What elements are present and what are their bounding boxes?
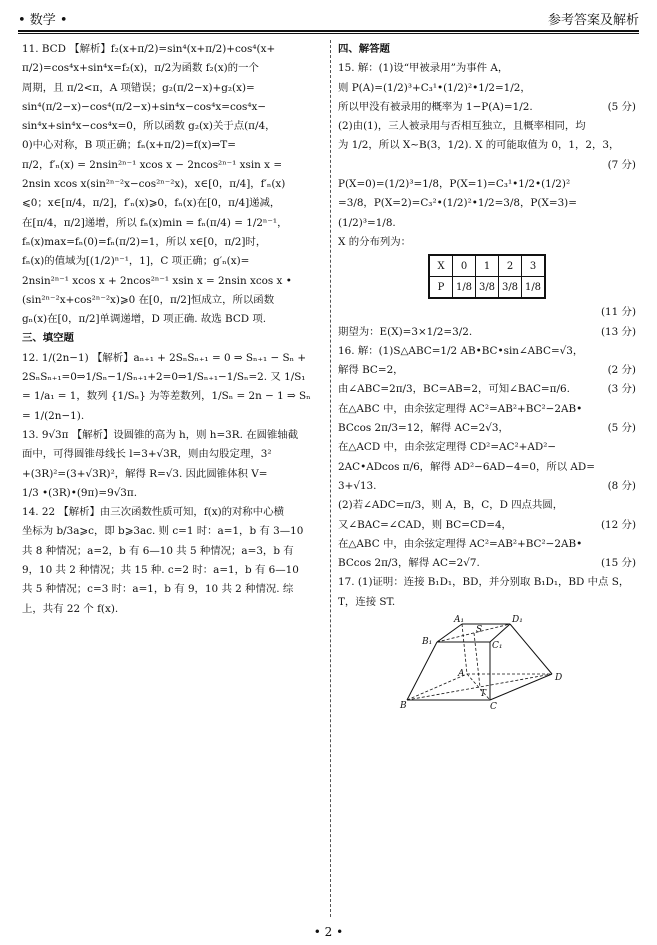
line-text: 解得 BC=2， — [338, 364, 404, 377]
left-text-line: 14. 22 【解析】由三次函数性质可知，f(x)的对称中心横 — [22, 506, 284, 519]
left-text-line: (sin²ⁿ⁻²x+cos²ⁿ⁻²x)⩾0 在[0，π/2]恒成立，所以函数 — [22, 293, 275, 306]
right-text-line — [338, 535, 636, 554]
score-points: (5 分) — [607, 422, 636, 435]
label-d: D — [555, 673, 563, 684]
label-b1: B₁ — [422, 637, 433, 648]
line-text: P(X=0)=(1/2)³=1/8，P(X=1)=C₃¹•1/2•(1/2)² — [338, 178, 571, 191]
dist-cell: 3/8 — [499, 277, 522, 299]
right-text-line — [338, 156, 636, 175]
line-text: =3/8，P(X=2)=C₃²•(1/2)²•1/2=3/8，P(X=3)= — [338, 197, 577, 210]
line-text: 为 1/2，所以 X∼B(3，1/2). X 的可能取值为 0，1，2，3， — [338, 139, 620, 152]
left-text-line: fₙ(x)max=fₙ(0)=fₙ(π/2)=1，所以 x∈[0，π/2]时， — [22, 235, 267, 248]
dist-cell: 3/8 — [476, 277, 499, 299]
left-text-line: 1/3 •(3R)•(9π)=9√3π. — [22, 486, 138, 499]
diag-b1d1 — [437, 624, 510, 642]
score-points: (11 分) — [600, 306, 636, 319]
left-text-line: 上，共有 22 个 f(x). — [22, 602, 119, 615]
left-text-line: 13. 9√3π 【解析】设圆锥的高为 h，则 h=3R. 在圆锥轴截 — [22, 428, 299, 441]
header-rule-thin — [18, 33, 639, 34]
label-a: A — [458, 669, 465, 680]
left-text-line: ⩽0；x∈[π/4，π/2]，f′ₙ(x)⩾0，fₙ(x)在[0，π/4]递减， — [22, 197, 281, 210]
score-points: (3 分) — [607, 383, 636, 396]
line-text: 期望为：E(X)=3×1/2=3/2. — [338, 325, 473, 338]
right-text-line — [338, 554, 636, 573]
dist-cell: 0 — [453, 255, 476, 277]
score-points: (12 分) — [600, 518, 636, 531]
line-text: 由∠ABC=2π/3，BC=AB=2，可知∠BAC=π/6. — [338, 383, 570, 396]
score-points: (15 分) — [600, 557, 636, 570]
dist-cell: 1/8 — [453, 277, 476, 299]
frustum-figure — [392, 614, 582, 710]
left-text-line: 共 8 种情况；a=2，b 有 6—10 共 5 种情况；a=3，b 有 — [22, 544, 294, 557]
right-text-line — [338, 175, 636, 194]
left-text-line: +(3R)²=(3+√3R)²，解得 R=√3. 因此圆锥体积 V= — [22, 467, 268, 480]
left-text-line: 面中，可得圆锥母线长 l=3+√3R，则由勾股定理，3² — [22, 448, 272, 461]
line-text: 2AC•ADcos π/6，解得 AD²−6AD−4=0，所以 AD= — [338, 460, 595, 473]
right-text-line — [338, 516, 636, 535]
column-divider — [330, 40, 331, 917]
right-block-15 — [338, 40, 636, 252]
dist-cell: P — [429, 277, 453, 299]
left-text-line: π/2)=cos⁴x+sin⁴x=f₂(x)，π/2为函数 f₂(x)的一个 — [22, 62, 259, 75]
right-text-line — [338, 573, 636, 592]
page-header — [18, 6, 639, 28]
score-points: (13 分) — [600, 325, 636, 338]
label-t: T — [480, 689, 487, 700]
edge-a1a — [462, 624, 467, 674]
right-column — [338, 40, 636, 710]
line-text: 则 P(A)=(1/2)³+C₃¹•(1/2)²•1/2=1/2， — [338, 81, 531, 94]
right-text-line — [338, 98, 636, 117]
left-text-line: 12. 1/(2n−1) 【解析】aₙ₊₁ + 2SₙSₙ₊₁ = 0 ⇒ Sₙ₊₁ − Sₙ + — [22, 351, 307, 364]
left-text-line: 0)中心对称，B 项正确；fₙ(x+π/2)=f(x)⇒T= — [22, 139, 236, 152]
left-text-line: 在[π/4，π/2]递增，所以 fₙ(x)min = fₙ(π/4) = 1/2ⁿ⁻¹， — [22, 216, 288, 229]
right-text-line — [338, 194, 636, 213]
left-text-line: 2nsin xcos x(sin²ⁿ⁻²x−cos²ⁿ⁻²x)，x∈[0，π/4]，f′ₙ(x) — [22, 178, 286, 191]
line-text: BCcos 2π/3，解得 AC=2√7. — [338, 557, 480, 570]
right-text-line — [338, 214, 636, 233]
header-rule — [18, 30, 639, 32]
right-text-line — [338, 79, 636, 98]
dist-cell: X — [429, 255, 453, 277]
right-text-line — [338, 593, 636, 612]
right-text-line — [338, 458, 636, 477]
line-text: 15. 解：(1)设“甲被录用”为事件 A， — [338, 62, 509, 75]
edge-d1c1 — [490, 624, 510, 642]
segment-st — [474, 633, 480, 687]
score-points: (5 分) — [607, 100, 636, 113]
left-text-line: fₙ(x)的值域为[(1/2)ⁿ⁻¹，1]，C 项正确；g′ₙ(x)= — [22, 255, 250, 268]
line-text: 17. (1)证明：连接 B₁D₁，BD，并分别取 B₁D₁，BD 中点 S， — [338, 576, 630, 589]
dist-cell: 2 — [499, 255, 522, 277]
line-text: 3+√13. — [338, 479, 377, 492]
right-text-line — [338, 233, 636, 252]
label-a1: A₁ — [454, 615, 465, 626]
right-text-line — [338, 380, 636, 399]
right-text-line — [338, 136, 636, 155]
line-text: (2)由(1)，三人被录用与否相互独立，且概率相同，均 — [338, 120, 586, 133]
left-text-line: 2SₙSₙ₊₁=0⇒1/Sₙ−1/Sₙ₊₁+2=0⇒1/Sₙ₊₁−1/Sₙ=2. 又 1/S₁ — [22, 371, 306, 384]
label-s: S — [476, 625, 483, 636]
right-text-line — [338, 419, 636, 438]
dist-row-x — [429, 255, 545, 277]
line-text: 四、解答题 — [338, 43, 390, 55]
line-text: 在△ABC 中，由余弦定理得 AC²=AB²+BC²−2AB• — [338, 537, 583, 550]
label-b: B — [400, 701, 407, 711]
right-text-line — [338, 342, 636, 361]
line-text: 在△ACD 中，由余弦定理得 CD²=AC²+AD²− — [338, 441, 557, 454]
left-text-line: sin⁴x+sin⁴x−cos⁴x=0，所以函数 g₂(x)关于点(π/4， — [22, 120, 276, 133]
left-text-line: gₙ(x)在[0，π/2]单调递增，D 项正确. 故选 BCD 项. — [22, 313, 267, 326]
left-text-line: 2nsin²ⁿ⁻¹ xcos x + 2ncos²ⁿ⁻¹ xsin x = 2nsin xcos x • — [22, 274, 292, 287]
left-text-line: 周期，且 π/2<π，A 项错误；g₂(π/2−x)+g₂(x)= — [22, 81, 255, 94]
edge-d1d — [510, 624, 552, 674]
score-points: (7 分) — [607, 158, 636, 171]
dist-cell: 1/8 — [522, 277, 546, 299]
left-text-line: = 1/a₁ = 1，数列 {1/Sₙ} 为等差数列，1/Sₙ = 2n − 1 ⇒ Sₙ — [22, 390, 311, 403]
right-text-line — [338, 323, 636, 342]
score-points: (8 分) — [607, 479, 636, 492]
diag-ac — [467, 674, 490, 700]
page-number: • 2 • — [313, 925, 344, 939]
dist-cell: 3 — [522, 255, 546, 277]
left-text-line: sin⁴(π/2−x)−cos⁴(π/2−x)+sin⁴x−cos⁴x=cos⁴x− — [22, 100, 267, 113]
distribution-table-wrap — [338, 254, 636, 299]
header-subject: • 数学 • — [18, 13, 68, 28]
line-text: BCcos 2π/3=12，解得 AC=2√3， — [338, 422, 509, 435]
distribution-table — [428, 254, 546, 299]
left-column — [22, 40, 322, 619]
right-text-line — [338, 40, 636, 59]
label-c: C — [490, 702, 497, 711]
label-d1: D₁ — [512, 615, 523, 626]
right-text-line — [338, 400, 636, 419]
line-text: 又∠BAC=∠CAD，则 BC=CD=4， — [338, 518, 512, 531]
header-title: 参考答案及解析 — [547, 13, 639, 28]
score-points: (2 分) — [607, 364, 636, 377]
left-text-line: 共 5 种情况；c=3 时：a=1，b 有 9，10 共 2 种情况. 综 — [22, 583, 294, 596]
label-c1: C₁ — [492, 641, 503, 652]
right-text-line — [338, 117, 636, 136]
right-text-line — [338, 438, 636, 457]
dist-cell: 1 — [476, 255, 499, 277]
right-text-line — [338, 496, 636, 515]
line-text: X 的分布列为： — [338, 235, 412, 248]
right-block-16 — [338, 303, 636, 612]
right-text-line — [338, 59, 636, 78]
edge-b1b — [407, 642, 437, 700]
left-text-line: π/2，f′ₙ(x) = 2nsin²ⁿ⁻¹ xcos x − 2ncos²ⁿ⁻¹ xsin x = — [22, 158, 283, 171]
dist-row-p — [429, 277, 545, 299]
line-text: (2)若∠ADC=π/3，则 A，B，C，D 四点共圆， — [338, 499, 564, 512]
edge-cd — [490, 674, 552, 700]
left-text-line: 三、填空题 — [22, 332, 74, 345]
line-text: 所以甲没有被录用的概率为 1−P(A)=1/2. — [338, 100, 533, 113]
line-text: 在△ABC 中，由余弦定理得 AC²=AB²+BC²−2AB• — [338, 402, 583, 415]
right-text-line — [338, 477, 636, 496]
left-text-line: 11. BCD 【解析】f₂(x+π/2)=sin⁴(x+π/2)+cos⁴(x+ — [22, 43, 276, 55]
line-text: 16. 解：(1)S△ABC=1/2 AB•BC•sin∠ABC=√3， — [338, 344, 584, 357]
left-text-line: = 1/(2n−1). — [22, 409, 85, 422]
right-text-line — [338, 303, 636, 322]
line-text: T，连接 ST. — [338, 595, 396, 608]
left-text-line: 坐标为 b/3a⩾c，即 b⩾3ac. 则 c=1 时：a=1，b 有 3—10 — [22, 525, 304, 538]
line-text: (1/2)³=1/8. — [338, 216, 396, 229]
right-text-line — [338, 361, 636, 380]
left-text-line: 9，10 共 2 种情况；共 15 种. c=2 时：a=1，b 有 6—10 — [22, 564, 299, 577]
